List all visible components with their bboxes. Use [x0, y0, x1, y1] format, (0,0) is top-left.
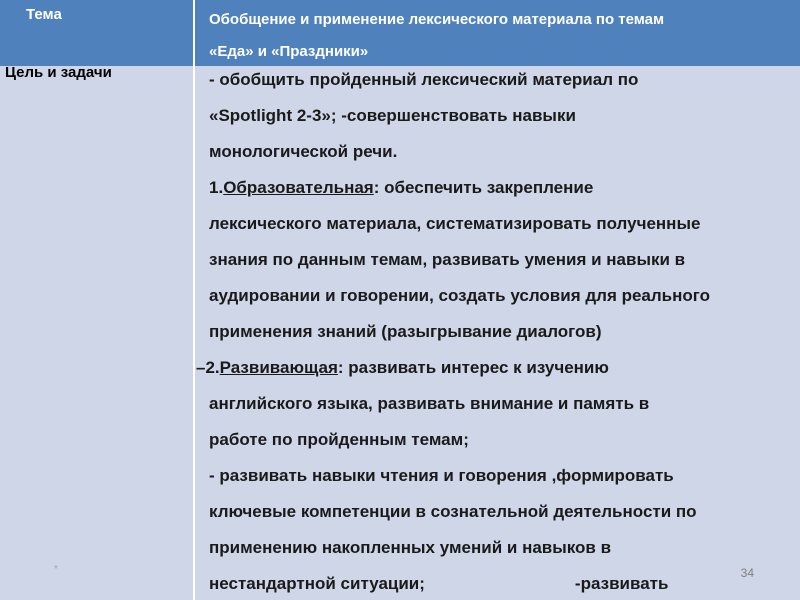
- goal-line: работе по пройденным темам;: [209, 430, 469, 449]
- goal-line-developing: [196, 350, 794, 386]
- developing-rest: : развивать интерес к изучению: [337, 358, 609, 377]
- goal-line: - обобщить пройденный лексический материал по: [209, 70, 639, 89]
- page-number: 34: [740, 566, 754, 580]
- goal-line-text: нестандартной ситуации;: [209, 574, 425, 593]
- goal-line: «Spotlight 2-3»; -совершенствовать навыки: [209, 106, 576, 125]
- educational-rest: : обеспечить закрепление: [373, 178, 594, 197]
- column-divider: [193, 0, 195, 600]
- goal-line: знания по данным темам, развивать умения и навыки в: [209, 250, 686, 269]
- goal-line: аудировании и говорении, создать условия для реального: [209, 286, 711, 305]
- goal-line: английского языка, развивать внимание и память в: [209, 394, 650, 413]
- developing-prefix: –2.: [196, 358, 220, 377]
- goal-line-text: -развивать: [574, 574, 669, 593]
- header-topic-line: «Еда» и «Праздники»: [209, 43, 369, 60]
- header-topic-label: Тема: [26, 6, 62, 23]
- goals-content: [196, 62, 794, 600]
- goal-line: лексического материала, систематизировать полученные: [209, 214, 701, 233]
- goal-line: монологической речи.: [209, 142, 398, 161]
- goal-line-last: [209, 566, 794, 600]
- goals-label: Цель и задачи: [5, 64, 112, 81]
- header-topic-line: Обобщение и применение лексического материала по темам: [209, 11, 665, 28]
- goal-line: ключевые компетенции в сознательной деятельности по: [209, 502, 697, 521]
- goal-line-educational: [209, 170, 794, 206]
- goal-line: - развивать навыки чтения и говорения ,формировать: [209, 466, 674, 485]
- educational-label: Образовательная: [223, 178, 374, 197]
- header-topic-value: [209, 4, 779, 68]
- goal-line: применению накопленных умений и навыков в: [209, 538, 612, 557]
- goal-line: применения знаний (разыгрывание диалогов): [209, 322, 602, 341]
- developing-label: Развивающая: [219, 358, 338, 377]
- bullet-mark: *: [54, 564, 58, 575]
- educational-prefix: 1.: [209, 178, 224, 197]
